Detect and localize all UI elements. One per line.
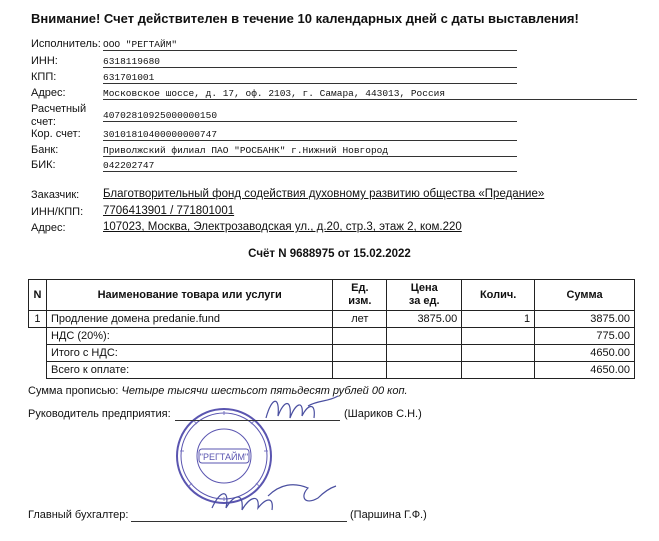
header-unit: Ед. изм. <box>333 280 387 311</box>
customer-value: Благотворительный фонд содействия духовному развитию общества «Предание» <box>103 188 545 200</box>
vat-label: НДС (20%): <box>46 328 332 345</box>
address-value: Московское шоссе, д. 17, оф. 2103, г. Самара, 443013, Россия <box>103 88 446 99</box>
kpp-underline <box>103 83 517 84</box>
director-name: (Шариков С.Н.) <box>344 408 422 420</box>
total-label: Всего к оплате: <box>46 362 332 379</box>
item-n: 1 <box>29 311 47 328</box>
sum-words-value: Четыре тысячи шестьсот пятьдесят рублей 00 коп. <box>121 385 408 397</box>
account-underline <box>103 121 517 122</box>
kpp-value: 631701001 <box>103 72 155 83</box>
total-value: 4650.00 <box>535 362 635 379</box>
customer-address-value: 107023, Москва, Электрозаводская ул., д.20, стр.3, этаж 2, ком.220 <box>103 221 462 233</box>
customer-inn-value: 7706413901 / 771801001 <box>103 205 235 217</box>
executor-value: ООО "РЕГТАЙМ" <box>103 39 178 50</box>
sum-in-words <box>28 385 408 397</box>
executor-label: Исполнитель: <box>31 38 101 50</box>
bank-value: Приволжский филиал ПАО "РОСБАНК" г.Нижний Новгород <box>103 145 389 156</box>
director-signature <box>262 392 342 426</box>
account-label: Расчетный счет: <box>31 103 87 128</box>
accountant-name: (Паршина Г.Ф.) <box>350 509 427 521</box>
vat-value: 775.00 <box>535 328 635 345</box>
invoice-table <box>28 279 635 379</box>
vat-row <box>29 328 635 345</box>
address-label: Адрес: <box>31 87 66 99</box>
stamp-center-text: "РЕГТАЙМ" <box>199 452 249 462</box>
sum-words-label: Сумма прописью: <box>28 385 119 397</box>
validity-warning: Внимание! Счет действителен в течение 10 календарных дней с даты выставления! <box>31 11 579 26</box>
header-sum: Сумма <box>535 280 635 311</box>
customer-inn-label: ИНН/КПП: <box>31 206 84 218</box>
cor-account-label: Кор. счет: <box>31 128 81 140</box>
inn-label: ИНН: <box>31 55 58 67</box>
header-n: N <box>29 280 47 311</box>
account-value: 40702810925000000150 <box>103 110 218 121</box>
item-name: Продление домена predanie.fund <box>46 311 332 328</box>
item-sum: 3875.00 <box>535 311 635 328</box>
bank-label: Банк: <box>31 144 59 156</box>
executor-underline <box>103 50 517 51</box>
director-label: Руководитель предприятия: <box>28 408 171 420</box>
invoice-title: Счёт N 9688975 от 15.02.2022 <box>248 248 411 260</box>
inn-value: 6318119680 <box>103 56 161 67</box>
total-vat-value: 4650.00 <box>535 345 635 362</box>
kpp-label: КПП: <box>31 71 57 83</box>
accountant-signature-line <box>131 521 347 522</box>
item-qty: 1 <box>462 311 535 328</box>
header-name: Наименование товара или услуги <box>46 280 332 311</box>
total-vat-label: Итого с НДС: <box>46 345 332 362</box>
total-vat-row <box>29 345 635 362</box>
header-price: Цена за ед. <box>387 280 462 311</box>
accountant-signature <box>208 478 338 518</box>
header-qty: Колич. <box>462 280 535 311</box>
item-unit: лет <box>333 311 387 328</box>
bik-value: 042202747 <box>103 160 155 171</box>
cor-account-value: 30101810400000000747 <box>103 129 218 140</box>
total-row <box>29 362 635 379</box>
item-price: 3875.00 <box>387 311 462 328</box>
bik-underline <box>103 171 517 172</box>
accountant-label: Главный бухгалтер: <box>28 509 129 521</box>
table-header-row <box>29 280 635 311</box>
bank-underline <box>103 156 517 157</box>
address-underline <box>103 99 637 100</box>
customer-label: Заказчик: <box>31 189 80 201</box>
inn-underline <box>103 67 517 68</box>
bik-label: БИК: <box>31 159 56 171</box>
cor-account-underline <box>103 140 517 141</box>
table-row <box>29 311 635 328</box>
customer-address-label: Адрес: <box>31 222 66 234</box>
